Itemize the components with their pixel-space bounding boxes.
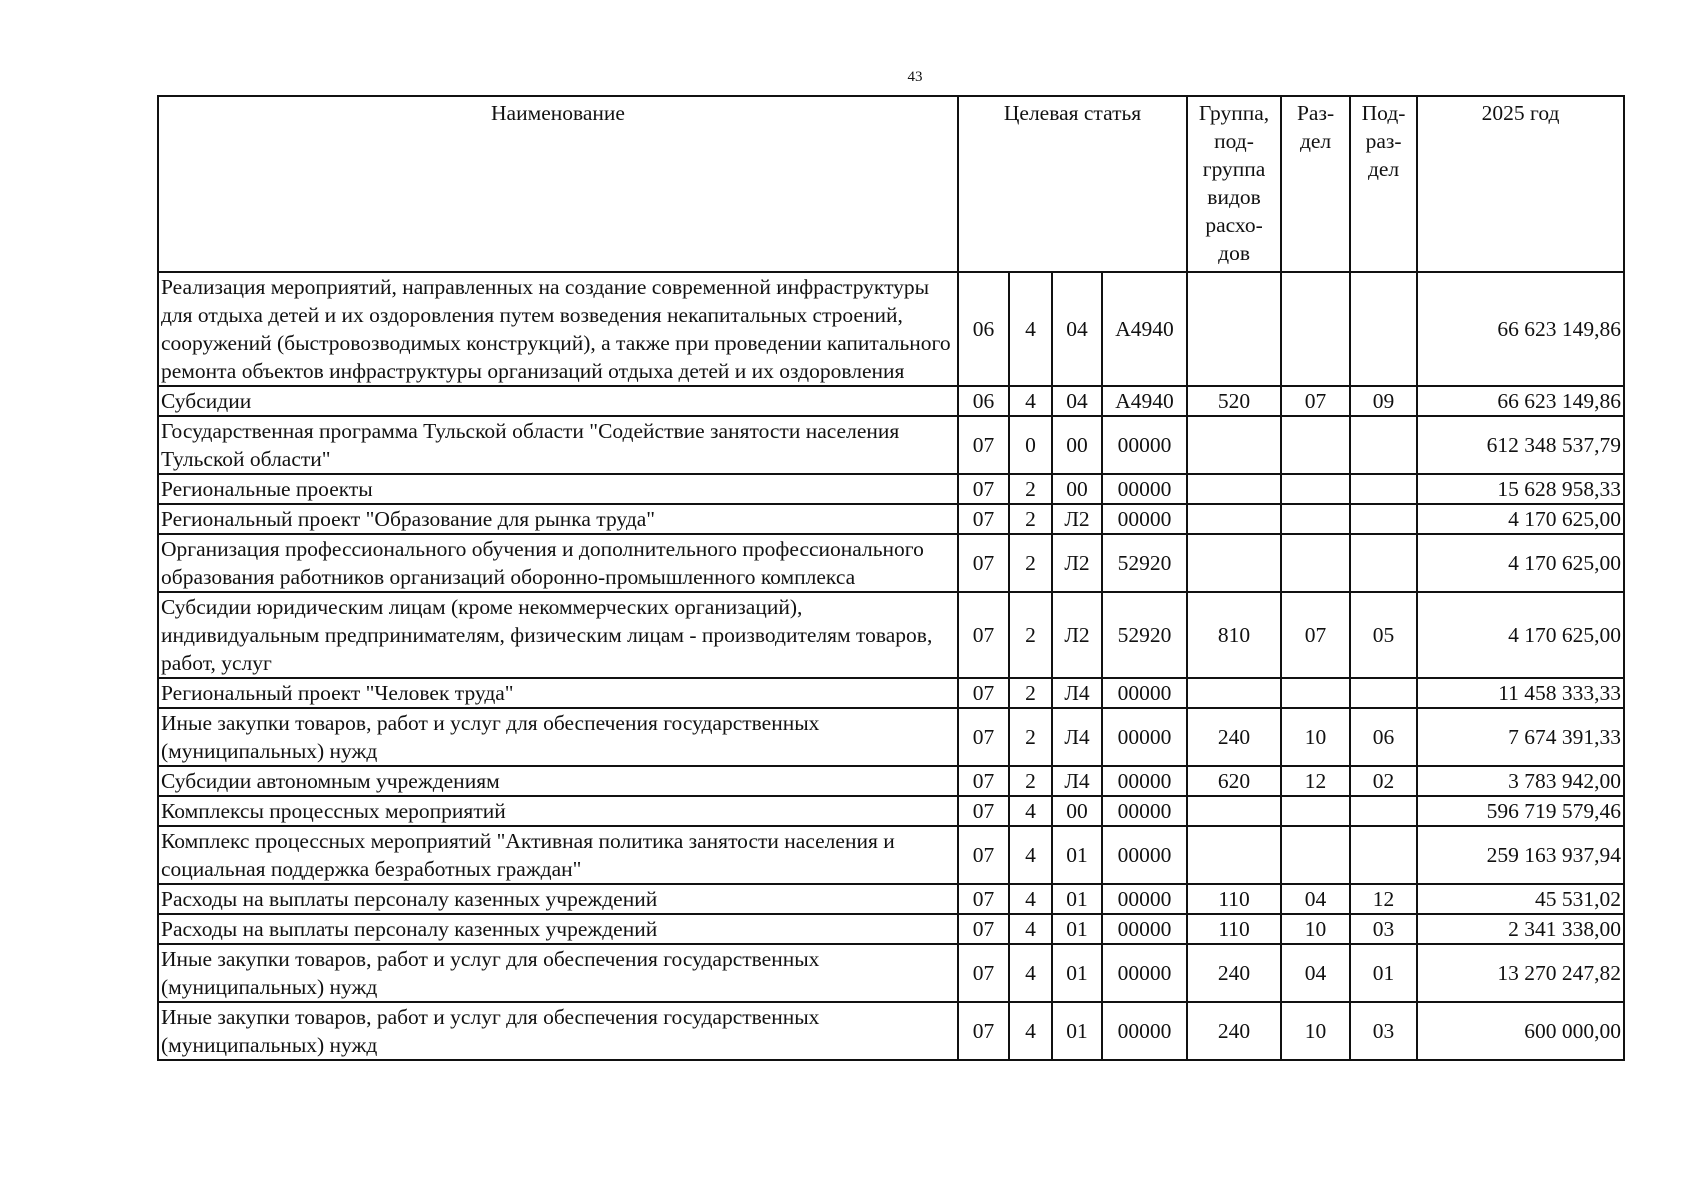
table-row xyxy=(158,766,1624,796)
row-name-cell: Региональный проект "Образование для рынка труда" xyxy=(158,504,958,534)
expense-group-cell xyxy=(1187,796,1281,826)
table-row xyxy=(158,944,1624,1002)
target-code-4-cell: 00000 xyxy=(1102,416,1187,474)
target-code-2-cell: 2 xyxy=(1009,474,1052,504)
target-code-3-cell: Л4 xyxy=(1052,708,1102,766)
row-name-cell: Субсидии xyxy=(158,386,958,416)
row-name-cell: Реализация мероприятий, направленных на создание современной инфраструктуры для отдыха детей и их оздоровления путем возведения некапитальных строений, сооружений (быстровозводимых конструкций), а также при проведении капитального ремонта объектов инфраструктуры организаций отдыха детей и их оздоровления xyxy=(158,272,958,386)
table-header-row xyxy=(158,96,1624,272)
expense-group-cell: 240 xyxy=(1187,944,1281,1002)
expense-group-cell: 240 xyxy=(1187,708,1281,766)
header-target-article: Целевая статья xyxy=(958,96,1187,272)
target-code-3-cell: 00 xyxy=(1052,474,1102,504)
section-cell: 10 xyxy=(1281,708,1350,766)
table-row xyxy=(158,914,1624,944)
section-cell xyxy=(1281,826,1350,884)
row-name-cell: Иные закупки товаров, работ и услуг для обеспечения государственных (муниципальных) нужд xyxy=(158,708,958,766)
target-code-2-cell: 4 xyxy=(1009,826,1052,884)
target-code-2-cell: 4 xyxy=(1009,796,1052,826)
subsection-cell: 05 xyxy=(1350,592,1417,678)
table-row xyxy=(158,592,1624,678)
row-name-cell: Расходы на выплаты персоналу казенных учреждений xyxy=(158,884,958,914)
target-code-1-cell: 07 xyxy=(958,796,1009,826)
row-name-cell: Региональные проекты xyxy=(158,474,958,504)
target-code-3-cell: 00 xyxy=(1052,796,1102,826)
row-name-cell: Субсидии юридическим лицам (кроме некоммерческих организаций), индивидуальным предпринимателям, физическим лицам - производителям товаров, работ, услуг xyxy=(158,592,958,678)
target-code-2-cell: 4 xyxy=(1009,386,1052,416)
table-row xyxy=(158,884,1624,914)
target-code-2-cell: 2 xyxy=(1009,592,1052,678)
target-code-4-cell: 00000 xyxy=(1102,826,1187,884)
amount-2025-cell: 2 341 338,00 xyxy=(1417,914,1624,944)
target-code-1-cell: 06 xyxy=(958,386,1009,416)
amount-2025-cell: 7 674 391,33 xyxy=(1417,708,1624,766)
subsection-cell xyxy=(1350,678,1417,708)
expense-group-cell: 810 xyxy=(1187,592,1281,678)
header-expense-group: Группа, под-группа видов расхо-дов xyxy=(1187,96,1281,272)
target-code-4-cell: 00000 xyxy=(1102,884,1187,914)
section-cell xyxy=(1281,272,1350,386)
amount-2025-cell: 45 531,02 xyxy=(1417,884,1624,914)
target-code-3-cell: 04 xyxy=(1052,272,1102,386)
expense-group-cell xyxy=(1187,474,1281,504)
subsection-cell: 12 xyxy=(1350,884,1417,914)
target-code-1-cell: 07 xyxy=(958,884,1009,914)
row-name-cell: Региональный проект "Человек труда" xyxy=(158,678,958,708)
header-name: Наименование xyxy=(158,96,958,272)
target-code-1-cell: 07 xyxy=(958,1002,1009,1060)
expense-group-cell xyxy=(1187,678,1281,708)
header-subsection: Под-раз-дел xyxy=(1350,96,1417,272)
target-code-4-cell: 00000 xyxy=(1102,944,1187,1002)
target-code-1-cell: 07 xyxy=(958,592,1009,678)
target-code-3-cell: 01 xyxy=(1052,1002,1102,1060)
expense-group-cell xyxy=(1187,826,1281,884)
target-code-3-cell: Л4 xyxy=(1052,766,1102,796)
target-code-4-cell: 00000 xyxy=(1102,796,1187,826)
subsection-cell xyxy=(1350,826,1417,884)
subsection-cell: 02 xyxy=(1350,766,1417,796)
amount-2025-cell: 3 783 942,00 xyxy=(1417,766,1624,796)
budget-table xyxy=(157,95,1625,1061)
amount-2025-cell: 600 000,00 xyxy=(1417,1002,1624,1060)
table-row xyxy=(158,1002,1624,1060)
target-code-1-cell: 07 xyxy=(958,826,1009,884)
table-row xyxy=(158,416,1624,474)
section-cell xyxy=(1281,474,1350,504)
section-cell: 07 xyxy=(1281,592,1350,678)
subsection-cell: 09 xyxy=(1350,386,1417,416)
amount-2025-cell: 4 170 625,00 xyxy=(1417,534,1624,592)
target-code-4-cell: 00000 xyxy=(1102,474,1187,504)
subsection-cell xyxy=(1350,272,1417,386)
target-code-2-cell: 4 xyxy=(1009,884,1052,914)
target-code-3-cell: 01 xyxy=(1052,884,1102,914)
target-code-3-cell: 04 xyxy=(1052,386,1102,416)
row-name-cell: Организация профессионального обучения и дополнительного профессионального образования работников организаций оборонно-промышленного комплекса xyxy=(158,534,958,592)
amount-2025-cell: 15 628 958,33 xyxy=(1417,474,1624,504)
target-code-2-cell: 2 xyxy=(1009,504,1052,534)
target-code-2-cell: 0 xyxy=(1009,416,1052,474)
subsection-cell xyxy=(1350,504,1417,534)
table-row xyxy=(158,386,1624,416)
expense-group-cell: 110 xyxy=(1187,914,1281,944)
subsection-cell xyxy=(1350,474,1417,504)
row-name-cell: Комплексы процессных мероприятий xyxy=(158,796,958,826)
target-code-1-cell: 07 xyxy=(958,944,1009,1002)
row-name-cell: Субсидии автономным учреждениям xyxy=(158,766,958,796)
table-row xyxy=(158,272,1624,386)
amount-2025-cell: 66 623 149,86 xyxy=(1417,272,1624,386)
table-row xyxy=(158,474,1624,504)
target-code-4-cell: A4940 xyxy=(1102,386,1187,416)
header-year: 2025 год xyxy=(1417,96,1624,272)
amount-2025-cell: 4 170 625,00 xyxy=(1417,504,1624,534)
target-code-4-cell: 00000 xyxy=(1102,504,1187,534)
target-code-1-cell: 07 xyxy=(958,416,1009,474)
section-cell xyxy=(1281,534,1350,592)
target-code-4-cell: 52920 xyxy=(1102,534,1187,592)
target-code-3-cell: Л2 xyxy=(1052,534,1102,592)
target-code-3-cell: 01 xyxy=(1052,826,1102,884)
target-code-4-cell: 00000 xyxy=(1102,766,1187,796)
subsection-cell: 06 xyxy=(1350,708,1417,766)
expense-group-cell: 520 xyxy=(1187,386,1281,416)
section-cell xyxy=(1281,416,1350,474)
section-cell xyxy=(1281,504,1350,534)
target-code-1-cell: 07 xyxy=(958,504,1009,534)
target-code-2-cell: 4 xyxy=(1009,1002,1052,1060)
subsection-cell xyxy=(1350,796,1417,826)
section-cell: 04 xyxy=(1281,944,1350,1002)
target-code-1-cell: 07 xyxy=(958,678,1009,708)
section-cell xyxy=(1281,678,1350,708)
table-row xyxy=(158,534,1624,592)
amount-2025-cell: 612 348 537,79 xyxy=(1417,416,1624,474)
section-cell: 04 xyxy=(1281,884,1350,914)
target-code-3-cell: 00 xyxy=(1052,416,1102,474)
target-code-3-cell: Л2 xyxy=(1052,592,1102,678)
target-code-4-cell: 00000 xyxy=(1102,708,1187,766)
expense-group-cell xyxy=(1187,504,1281,534)
subsection-cell: 03 xyxy=(1350,914,1417,944)
target-code-2-cell: 4 xyxy=(1009,914,1052,944)
target-code-3-cell: 01 xyxy=(1052,914,1102,944)
target-code-4-cell: A4940 xyxy=(1102,272,1187,386)
target-code-4-cell: 52920 xyxy=(1102,592,1187,678)
amount-2025-cell: 259 163 937,94 xyxy=(1417,826,1624,884)
target-code-1-cell: 06 xyxy=(958,272,1009,386)
target-code-1-cell: 07 xyxy=(958,474,1009,504)
subsection-cell: 01 xyxy=(1350,944,1417,1002)
expense-group-cell xyxy=(1187,534,1281,592)
target-code-1-cell: 07 xyxy=(958,914,1009,944)
expense-group-cell xyxy=(1187,416,1281,474)
table-body xyxy=(158,272,1624,1060)
expense-group-cell xyxy=(1187,272,1281,386)
table-row xyxy=(158,826,1624,884)
section-cell xyxy=(1281,796,1350,826)
target-code-2-cell: 4 xyxy=(1009,272,1052,386)
target-code-2-cell: 4 xyxy=(1009,944,1052,1002)
target-code-2-cell: 2 xyxy=(1009,678,1052,708)
table-row xyxy=(158,678,1624,708)
amount-2025-cell: 66 623 149,86 xyxy=(1417,386,1624,416)
target-code-1-cell: 07 xyxy=(958,534,1009,592)
amount-2025-cell: 11 458 333,33 xyxy=(1417,678,1624,708)
expense-group-cell: 240 xyxy=(1187,1002,1281,1060)
table-row xyxy=(158,708,1624,766)
subsection-cell: 03 xyxy=(1350,1002,1417,1060)
table-row xyxy=(158,504,1624,534)
target-code-2-cell: 2 xyxy=(1009,766,1052,796)
section-cell: 07 xyxy=(1281,386,1350,416)
target-code-3-cell: Л4 xyxy=(1052,678,1102,708)
amount-2025-cell: 13 270 247,82 xyxy=(1417,944,1624,1002)
section-cell: 10 xyxy=(1281,914,1350,944)
row-name-cell: Государственная программа Тульской области "Содействие занятости населения Тульской области" xyxy=(158,416,958,474)
target-code-2-cell: 2 xyxy=(1009,534,1052,592)
target-code-3-cell: Л2 xyxy=(1052,504,1102,534)
subsection-cell xyxy=(1350,534,1417,592)
target-code-1-cell: 07 xyxy=(958,766,1009,796)
target-code-2-cell: 2 xyxy=(1009,708,1052,766)
row-name-cell: Комплекс процессных мероприятий "Активная политика занятости населения и социальная поддержка безработных граждан" xyxy=(158,826,958,884)
section-cell: 10 xyxy=(1281,1002,1350,1060)
amount-2025-cell: 596 719 579,46 xyxy=(1417,796,1624,826)
amount-2025-cell: 4 170 625,00 xyxy=(1417,592,1624,678)
row-name-cell: Иные закупки товаров, работ и услуг для обеспечения государственных (муниципальных) нужд xyxy=(158,1002,958,1060)
target-code-4-cell: 00000 xyxy=(1102,678,1187,708)
section-cell: 12 xyxy=(1281,766,1350,796)
table-row xyxy=(158,796,1624,826)
row-name-cell: Иные закупки товаров, работ и услуг для обеспечения государственных (муниципальных) нужд xyxy=(158,944,958,1002)
header-section: Раз-дел xyxy=(1281,96,1350,272)
target-code-1-cell: 07 xyxy=(958,708,1009,766)
expense-group-cell: 620 xyxy=(1187,766,1281,796)
target-code-4-cell: 00000 xyxy=(1102,1002,1187,1060)
target-code-4-cell: 00000 xyxy=(1102,914,1187,944)
row-name-cell: Расходы на выплаты персоналу казенных учреждений xyxy=(158,914,958,944)
page-number: 43 xyxy=(907,69,923,85)
target-code-3-cell: 01 xyxy=(1052,944,1102,1002)
subsection-cell xyxy=(1350,416,1417,474)
expense-group-cell: 110 xyxy=(1187,884,1281,914)
